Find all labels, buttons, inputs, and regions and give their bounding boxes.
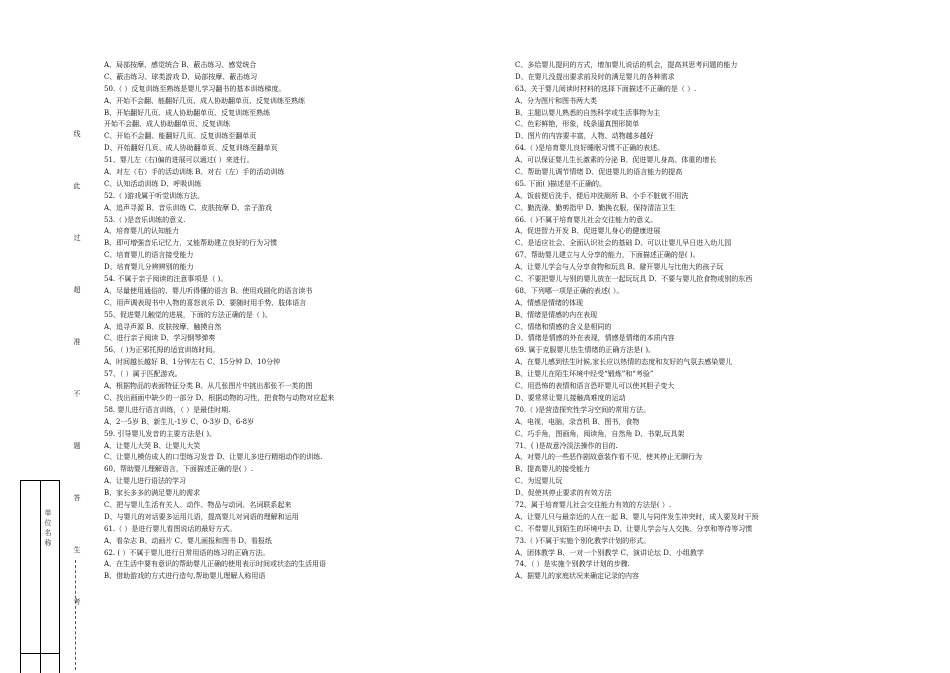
question-line: A、促进智力开发 B、促进婴儿身心的健康进展 <box>515 227 661 236</box>
binding-char: 过 <box>73 234 81 242</box>
question-line: 57、（ ）属于匹配游戏。 <box>104 370 182 379</box>
question-line: A、对婴儿的一些恶作剧故意装作看不见，使其停止无聊行为 <box>515 453 703 462</box>
question-line: C、不要把婴儿与别的婴儿放在一起玩玩具 D、不要与婴儿抢食物或别的东西 <box>515 275 753 284</box>
question-line: C、开始不会翻、能翻好几页、反复训练至翻单页 <box>104 132 257 141</box>
question-line: C、找出画面中缺少的一部分 D、根据动物的习性，把食物与动物对应起来 <box>104 393 335 402</box>
box-divider-horizontal <box>21 653 59 654</box>
question-line: 51、婴儿左（右)偏的进展可以通过( ）来进行。 <box>104 156 254 165</box>
question-line: 开始不会翻、成人协助翻单页、反复训练 <box>104 120 230 129</box>
question-line: C、情绪和情感的含义是相同的 <box>515 322 612 331</box>
left-question-column <box>104 60 514 583</box>
question-line: 69. 属于克服婴儿怯生情绪的正确方法是( )。 <box>515 346 656 355</box>
question-line: 55、促进婴儿触觉的进展，下面的方法正确的是（ )。 <box>104 310 272 319</box>
question-line: A、让婴儿进行语法的学习 <box>104 477 187 486</box>
question-line: 53.（ )是音乐训练的意义. <box>104 215 186 224</box>
question-line: 50.（ ）反复训练至熟练是婴儿学习翻书的基本训练梯度。 <box>104 84 286 93</box>
question-line: B、即可增强音乐记忆力，又能帮助建立良好的行为习惯 <box>104 239 278 248</box>
question-line: 56、（ )为正邪托拇的适宜训练时间。 <box>104 346 220 355</box>
question-line: B、让婴儿在陌生环境中经受“锻炼”和“考验” <box>515 370 654 379</box>
question-line: 62. ( ）不属于婴儿进行日常用语的练习的正确方法。 <box>104 548 270 557</box>
question-line: C、蔽击练习、球类游戏 D、局部按摩、蔽击练习 <box>104 72 258 81</box>
question-line: C、用声调表现书中人物的喜怒哀乐 D、要随时用手势、肢体语言 <box>104 298 307 307</box>
question-line: A、在婴儿感到怯生时候,家长应以热情的态度和友好的气氛去感染婴儿 <box>515 358 733 367</box>
question-line: A、开始不会翻、能翻好几页、成人协助翻单页、反复训练至熟练 <box>104 96 306 105</box>
question-line: C、是适应社会、全面认识社会的基础 D、可以让婴儿早日进入幼儿园 <box>515 239 732 248</box>
question-line: 58. 婴儿进行语言训练，（ ）是最佳时期. <box>104 405 231 414</box>
box-divider-vertical <box>40 481 41 673</box>
binding-char: 不 <box>73 390 81 398</box>
question-line: D、图片的内容要丰富，人物、动物越多越好 <box>515 132 654 141</box>
question-line: A、尽量使用通俗的、婴儿听得懂的语言 B、使用戏剧化的语言读书 <box>104 286 313 295</box>
binding-char: 答 <box>73 494 81 502</box>
question-line: D、培育婴儿分辨辨别的能力 <box>104 263 194 272</box>
question-line: C、培育婴儿的语言接受能力 <box>104 251 194 260</box>
question-line: C、巧手角，图画角，阅读角，自然角 D、书架,玩具架 <box>515 429 685 438</box>
question-line: 60、帮助婴儿理解语言，下面描述正确的是( ）. <box>104 465 254 474</box>
question-line: D、与婴儿的对话要多运用儿语，提高婴儿对词语的理解和运用 <box>104 512 299 521</box>
question-line: D、在婴儿没提出要求前及时的满足婴儿的各种需求 <box>515 72 675 81</box>
question-line: C、色彩鲜艳，形象，线条逼真图形简单 <box>515 120 640 129</box>
right-question-column <box>515 60 925 583</box>
question-line: B、主题以婴儿熟悉的自然科学或生活事物为主 <box>515 108 661 117</box>
binding-char: 准 <box>73 338 81 346</box>
unit-name-box <box>20 480 60 673</box>
question-line: C、勤洗澡、勤剪指甲 D、勤换衣服，保持清洁卫生 <box>515 203 676 212</box>
question-line: 70.（ )是营造探究性学习空间的常用方法。 <box>515 405 651 414</box>
question-line: A、对左（右）手的活动训练 B、对右（左）手的活动训练 <box>104 168 285 177</box>
question-line: D、促使其停止要求的有效方法 <box>515 489 612 498</box>
question-line: A、情感是情绪的体现 <box>515 298 584 307</box>
question-line: 67、帮助婴儿建立与人分享的能力，下面描述正确的是( )。 <box>515 251 700 260</box>
question-line: A、局部按摩、感觉统合 B、蔽击练习、感觉统合 <box>104 61 257 69</box>
question-line: C、用恐怖的表情和语言恐吓婴儿可以使其胆子变大 <box>515 382 675 391</box>
question-line: C、不带婴儿到陌生的环境中去 D、让婴儿学会与人交换、分享和等待等习惯 <box>515 524 753 533</box>
question-line: A、让婴儿大哭 B、让婴儿大笑 <box>104 441 201 450</box>
question-line: C、多给婴儿提问的方式，增加婴儿说话的机会，提高其思考问题的能力 <box>515 61 738 69</box>
binding-char: 考 <box>73 598 81 606</box>
question-line: A、饭前便后洗手、便后冲洗厕所 B、小手不脏就不用洗 <box>515 191 689 200</box>
binding-margin <box>0 0 95 672</box>
question-line: A、让婴儿学会与人分享食物和玩具 B、避开婴儿与比他大的孩子玩 <box>515 263 724 272</box>
question-line: 63、关于婴儿阅读时材料的选择下面描述不正确的是（ ）. <box>515 84 697 93</box>
question-line: 66.（ )不属于培育婴儿社会交往能力的意义。 <box>515 215 658 224</box>
question-line: A、可以保证婴儿生长激素的分泌 B、促进婴儿身高、体重的增长 <box>515 156 717 165</box>
question-line: D、情绪是情感的外在表现，情感是情绪的本质内容 <box>515 334 675 343</box>
question-line: A、让婴儿只与最亲近的人在一起 B、婴儿与同伴发生冲突时，成人要及时干预 <box>515 512 759 521</box>
question-line: 61.（ ）是进行婴儿看图说话的最好方式。 <box>104 524 237 533</box>
question-line: A、据婴儿的家庭状况来确定记录的内容 <box>515 572 640 581</box>
question-line: D、开始翻好几页、成人协助翻单页、反复训练至翻单页 <box>104 144 278 153</box>
question-line: B、借助游戏的方式进行造句,帮助婴儿理解人称用语 <box>104 572 266 581</box>
question-line: A、看杂志 B、动画片 C、婴儿画报和图书 D、看报纸 <box>104 536 272 545</box>
question-line: 73.（ )不属于实施个别化教学计划的形式。 <box>515 536 651 545</box>
question-line: A、培育婴儿的认知能力 <box>104 227 180 236</box>
binding-char: 超 <box>73 286 81 294</box>
question-line: A、电视，电脑，录音机 B、图书，食物 <box>515 417 640 426</box>
question-line: A、团体教学 B、一对一个别教学 C、演讲论坛 D、小组教学 <box>515 548 704 557</box>
question-line: 59. 引导婴儿发音的主要方法是( )。 <box>104 429 217 438</box>
question-line: B、提高婴儿的接受能力 <box>515 465 591 474</box>
unit-name-label: 单位名称 <box>44 509 52 549</box>
question-line: A、追声寻源 B、音乐训练 C、皮肤按摩 D、亲子游戏 <box>104 203 272 212</box>
question-line: B、情绪是情感的内在表现 <box>515 310 598 319</box>
question-line: D、要常常让婴儿接触高难度的运动 <box>515 393 626 402</box>
question-line: C、让婴儿模仿成人的口型练习发音 D、让婴儿多进行精细动作的训练. <box>104 453 323 462</box>
question-line: A、时间越长越好 B、1分钟左右 C、15分钟 D、10分钟 <box>104 358 281 367</box>
question-line: 54. 不属于亲子阅读的注意事项是（ )。 <box>104 275 228 284</box>
question-line: C、进行亲子阅读 D、学习钢琴弹奏 <box>104 334 216 343</box>
binding-char: 题 <box>73 442 81 450</box>
question-line: C、把与婴儿生活有关人、动作、物品与动词、名词联系起来 <box>104 500 292 509</box>
binding-warning-text <box>72 130 84 606</box>
question-line: 74、（ ）是实施个别教学计划的步骤. <box>515 560 630 569</box>
question-line: C、帮助婴儿调节情绪 D、促进婴儿的语言能力的提高 <box>515 168 683 177</box>
question-line: 52.（ )游戏属于听觉训练方法。 <box>104 191 205 200</box>
binding-char: 生 <box>73 546 81 554</box>
question-line: A、根据物品的表面特征分类 B、从几张图片中挑出那张不一类的图 <box>104 382 313 391</box>
binding-char: 线 <box>73 130 81 138</box>
question-line: 71、( )是故意冷淡法操作的目的. <box>515 441 618 450</box>
question-line: C、为逗婴儿玩 <box>515 477 563 486</box>
question-line: 64.（ )是培育婴儿良好睡眠习惯不正确的表述。 <box>515 144 665 153</box>
binding-char: 此 <box>73 182 81 190</box>
question-line: 72、属于培育婴儿社会交往能力有效的方法是( ）. <box>515 500 672 509</box>
question-line: C、认知活动训练 D、呼吸训练 <box>104 179 202 188</box>
question-line: A、追寻声源 B、皮肤按摩、触摸自然 <box>104 322 222 331</box>
cut-line <box>75 560 76 670</box>
question-line: B、家长多多的满足婴儿的需求 <box>104 489 201 498</box>
question-line: A、分为图片和图书两大类 <box>515 96 598 105</box>
question-line: A、2一5岁 B、新生儿-1岁 C、0-3岁 D、6-8岁 <box>104 417 255 426</box>
question-line: 65. 下面( )描述是不正确的。 <box>515 179 607 188</box>
question-line: 68、下列哪一项是正确的表述( ）。 <box>515 286 624 295</box>
question-line: B、开始翻好几页、成人协助翻单页、反复训练至熟练 <box>104 108 271 117</box>
question-line: A、在生活中要有意识的帮助婴儿正确的使用表示时间或状态的生活用语 <box>104 560 327 569</box>
